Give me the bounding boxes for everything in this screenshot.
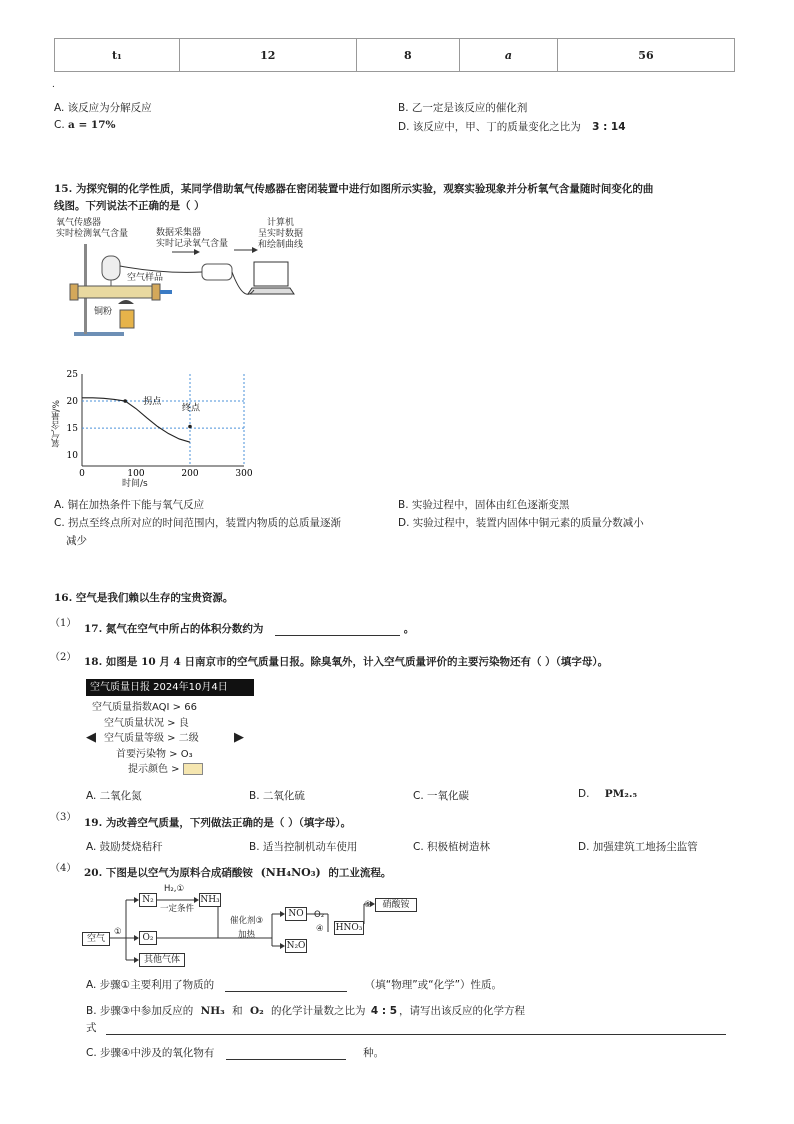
- q14-option-b: B. 乙一定是该反应的催化剂: [398, 102, 528, 114]
- flow-catalyst-label: 催化剂③: [230, 916, 264, 926]
- part-4-number: （4）: [50, 863, 77, 874]
- part-2-option-a: A. 二氧化氮: [86, 790, 142, 802]
- oxygen-curve: [82, 398, 190, 442]
- flow-h2-label: H₂,①: [164, 884, 185, 894]
- table-cell: a: [459, 39, 557, 72]
- part-2-number: （2）: [50, 652, 77, 663]
- flow-nh3-box: NH₃: [200, 895, 220, 905]
- flow-step5-label: ⑤: [364, 900, 372, 910]
- q14-option-c: [54, 119, 116, 131]
- subq-c: C. 步骤④中涉及的氧化物有 种。: [86, 1047, 385, 1059]
- part-1-answer-blank[interactable]: [275, 635, 400, 636]
- q14-option-d: [398, 119, 626, 134]
- q15-option-d: D. 实验过程中，装置内固体中铜元素的质量分数减小: [398, 517, 644, 529]
- q14-option-d-ratio: 3 : 14: [592, 121, 626, 133]
- collector-label: 数据采集器 实时记录氧气含量: [156, 228, 229, 249]
- laptop-screen: [254, 262, 288, 286]
- part-1-question: [84, 621, 414, 636]
- flow-product-box: 硝酸铵: [375, 898, 417, 912]
- flow-n2o-box: N₂O: [286, 941, 306, 951]
- flow-step4-label: ④: [316, 924, 324, 934]
- air-quality-report: [86, 700, 256, 778]
- annotation-point: [188, 425, 192, 429]
- report-row: 首要污染物 > O₃: [116, 748, 193, 760]
- report-row: 空气质量指数AQI > 66: [92, 702, 197, 713]
- data-table: [54, 38, 735, 72]
- computer-label: 计算机 呈实时数据 和绘制曲线: [258, 218, 304, 250]
- q14-option-c-expression: a = 17%: [68, 119, 116, 131]
- part-1-text: 17. 氮气在空气中所占的体积分数约为: [84, 623, 264, 635]
- flow-heat-label: 加热: [238, 930, 256, 940]
- flow-o2-step4-label: O₂: [314, 910, 325, 920]
- y-tick-label: 25: [66, 370, 78, 380]
- q14-option-a: A. 该反应为分解反应: [54, 102, 152, 114]
- next-arrow-icon[interactable]: ▶: [234, 730, 244, 745]
- flow-o2-box: O₂: [139, 931, 157, 945]
- annotation-label: 拐点: [143, 397, 162, 408]
- part-3-question: 19. 为改善空气质量，下列做法正确的是（ ）（填字母）。: [84, 817, 352, 829]
- x-tick-label: 100: [127, 469, 145, 479]
- tube-stopper-right: [152, 284, 160, 300]
- laptop-base: [248, 288, 294, 294]
- tube-stopper-left: [70, 284, 78, 300]
- sensor-label: 氧气传感器 实时检测氧气含量: [56, 218, 129, 239]
- report-row: 提示颜色 >: [86, 762, 256, 778]
- part-1-number: （1）: [50, 618, 77, 629]
- part-3-number: （3）: [50, 812, 77, 823]
- flow-other-gas-box: 其他气体: [139, 953, 185, 967]
- x-tick-label: 200: [181, 469, 199, 479]
- chart-xlabel: 时间/s: [122, 479, 148, 489]
- annotation-label: 终点: [182, 403, 201, 414]
- part-2-option-c: C. 一氧化碳: [413, 790, 470, 802]
- y-tick-label: 20: [66, 397, 78, 408]
- q14-option-c-label: C.: [54, 119, 65, 131]
- tube-connector: [160, 290, 172, 294]
- subq-a-answer-blank[interactable]: [225, 991, 347, 992]
- q16-title: 16. 空气是我们赖以生存的宝贵资源。: [54, 592, 234, 604]
- reaction-tube: [74, 286, 156, 298]
- stand-base: [74, 332, 124, 336]
- report-row: 空气质量等级 > 二级: [104, 733, 199, 744]
- dot-mark: .: [52, 80, 55, 90]
- ammonium-nitrate-formula: (NH₄NO₃): [260, 866, 321, 879]
- y-tick-label: 15: [66, 424, 78, 435]
- part-1-end: 。: [403, 623, 415, 635]
- part-3-option-d: D. 加强建筑工地扬尘监管: [578, 841, 698, 853]
- flow-condition-label: 一定条件: [160, 904, 195, 914]
- part-2-question: 18. 如图是 10 月 4 日南京市的空气质量日报。除臭氧外，计入空气质量评价的主要污染物还有（ ）（填字母）。: [84, 656, 609, 668]
- x-tick-label: 300: [235, 469, 253, 479]
- flow-no-box: NO: [285, 907, 307, 921]
- prev-arrow-icon[interactable]: ◀: [86, 730, 96, 745]
- subq-b-line1: B. 步骤③中参加反应的 NH₃ 和 O₂ 的化学计量数之比为 4 : 5 ，请写出该反应的化学方程: [86, 1005, 526, 1017]
- table-row: [55, 39, 735, 72]
- part-4-question: 20. 下图是以空气为原料合成硝酸铵 (NH₄NO₃) 的工业流程。: [84, 866, 392, 879]
- x-tick-label: 0: [79, 469, 85, 479]
- table-cell: t₁: [55, 39, 180, 72]
- part-3-option-b: B. 适当控制机动车使用: [249, 841, 358, 853]
- subq-b-answer-blank[interactable]: [106, 1034, 726, 1035]
- chart-ylabel: 氧气含量/%: [52, 400, 62, 448]
- report-header: 空气质量日报 2024年10月4日: [86, 679, 254, 696]
- part-3-option-a: A. 鼓励焚烧秸秆: [86, 841, 163, 853]
- report-row: 空气质量状况 > 良: [104, 717, 189, 729]
- subq-c-answer-blank[interactable]: [226, 1059, 346, 1060]
- annotation-point: [123, 399, 127, 403]
- part-3-option-c: C. 积极植树造林: [413, 841, 491, 853]
- table-cell: 12: [179, 39, 356, 72]
- copper-label: 铜粉: [94, 307, 113, 317]
- flow-step1-label: ①: [114, 927, 122, 937]
- flame: [118, 300, 134, 304]
- pm25-formula: PM₂.₅: [604, 788, 638, 800]
- part-2-option-d: D. PM₂.₅: [578, 788, 638, 800]
- q15-option-b: B. 实验过程中，固体由红色逐渐变黑: [398, 499, 570, 511]
- burner: [120, 310, 134, 328]
- table-cell: 56: [557, 39, 734, 72]
- q15-title-line2: 线图。下列说法不正确的是（ ）: [54, 200, 205, 212]
- subq-a: A. 步骤①主要利用了物质的 （填“物理”或“化学”）性质。: [86, 979, 503, 991]
- subq-b-line2: 式: [86, 1020, 726, 1035]
- table-cell: 8: [356, 39, 459, 72]
- flow-air-box: 空气: [82, 932, 110, 946]
- air-sample-label: 空气样品: [127, 273, 164, 283]
- flow-hno3-box: HNO₃: [335, 923, 363, 933]
- y-tick-label: 10: [66, 451, 78, 462]
- oxygen-chart: [54, 366, 264, 486]
- flow-n2-box: N₂: [139, 893, 157, 907]
- sensor-bulb: [102, 256, 120, 280]
- data-collector-box: [202, 264, 232, 280]
- q14-option-d-text: D. 该反应中，甲、丁的质量变化之比为: [398, 121, 581, 133]
- q15-option-c-line2: 减少: [66, 535, 87, 547]
- q15-title-line1: 15. 为探究铜的化学性质，某同学借助氧气传感器在密闭装置中进行如图所示实验，观察实验现象并分析氧气含量随时间变化的曲: [54, 183, 654, 195]
- part-2-option-b: B. 二氧化硫: [249, 790, 305, 802]
- q15-option-a: A. 铜在加热条件下能与氧气反应: [54, 499, 205, 511]
- color-swatch: [183, 763, 203, 775]
- q15-option-c-line1: C. 拐点至终点所对应的时间范围内，装置内物质的总质量逐渐: [54, 517, 342, 529]
